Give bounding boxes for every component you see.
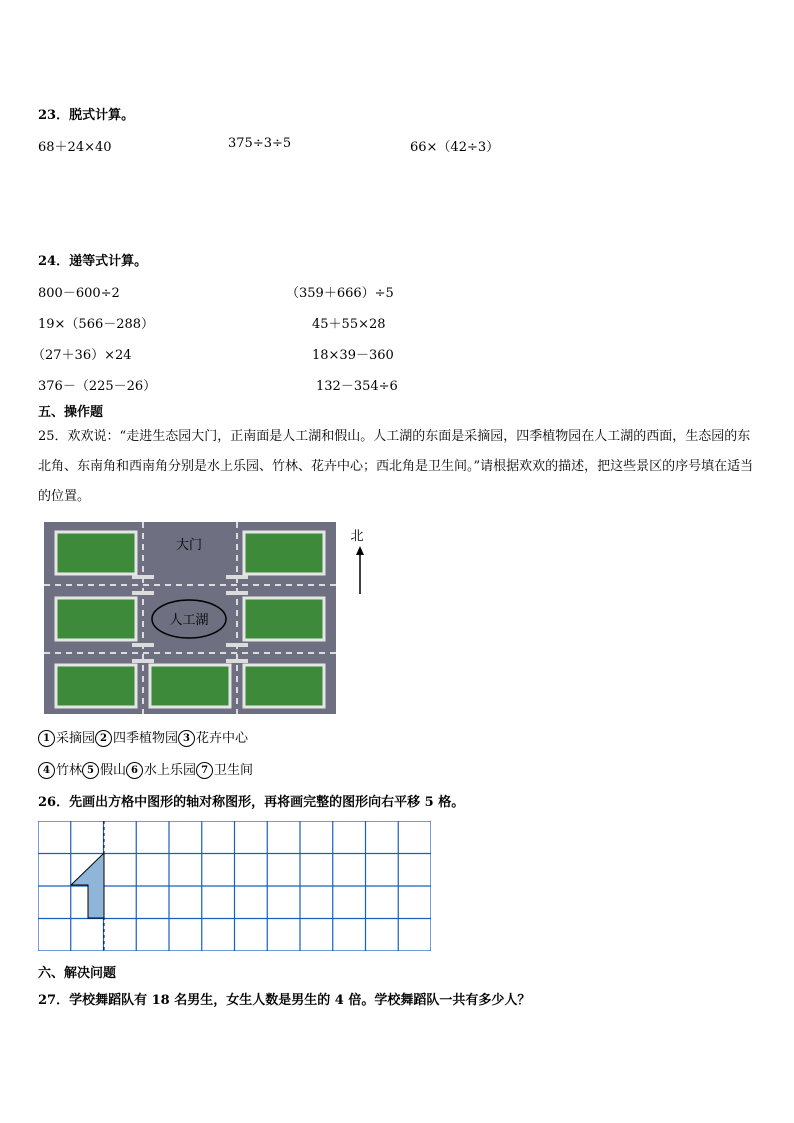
- q24-expr-4b: 132－354÷6: [316, 379, 398, 394]
- q25-text: 25．欢欢说：“走进生态园大门，正南面是人工湖和假山。人工湖的东面是采摘园，四季植物园在人工湖的西面，生态园的东北角、东南角和西南角分别是水上乐园、竹林、花卉中心；西北角是卫生间。”请根据欢欢的描述，把这些景区的序号填在适当的位置。: [38, 429, 754, 504]
- section-6-heading: 六、解决问题: [38, 966, 117, 981]
- q24-expr-3b: 18×39－360: [312, 348, 394, 363]
- q27-text: 27．学校舞蹈队有 18 名男生，女生人数是男生的 4 倍。学校舞蹈队一共有多少人？: [38, 993, 531, 1008]
- q23-item-1: 68＋24×40: [38, 140, 112, 155]
- q24-title: 24．递等式计算。: [38, 254, 148, 269]
- park-block: [244, 598, 324, 640]
- q23-item-3: 66×（42÷3）: [410, 140, 500, 155]
- legend-item-6: 6 水上乐园: [126, 763, 196, 778]
- section-5-heading: 五、操作题: [38, 405, 104, 420]
- park-block: [56, 665, 136, 707]
- legend-item-1: 1 采摘园: [38, 731, 95, 746]
- park-block: [150, 665, 230, 707]
- legend-item-7: 7 卫生间: [196, 763, 253, 778]
- park-block: [244, 532, 324, 574]
- q24-expr-2b: 45＋55×28: [312, 317, 386, 332]
- park-block: [56, 598, 136, 640]
- eco-park-map: [44, 522, 336, 714]
- map-lake-label: 人工湖: [169, 613, 209, 628]
- legend-item-2: 2 四季植物园: [95, 731, 178, 746]
- square-grid: [38, 821, 431, 951]
- north-label: 北: [350, 529, 364, 544]
- q24-expr-3a: （27＋36）×24: [32, 348, 132, 363]
- q26-text: 26．先画出方格中图形的轴对称图形，再将画完整的图形向右平移 5 格。: [38, 795, 465, 810]
- q24-expr-4a: 376－（225－26）: [38, 379, 157, 394]
- q24-expr-2a: 19×（566－288）: [38, 317, 155, 332]
- q23-title: 23．脱式计算。: [38, 108, 135, 123]
- q24-expr-1a: 800－600÷2: [38, 286, 120, 301]
- q23-item-2: 375÷3÷5: [228, 136, 292, 151]
- legend-row-2: [38, 759, 253, 779]
- map-gate-label: 大门: [175, 538, 203, 553]
- legend-row-1: [38, 727, 248, 747]
- legend-item-5: 5 假山: [82, 763, 126, 778]
- north-indicator: [346, 522, 376, 602]
- park-block: [244, 665, 324, 707]
- half-shape: [71, 853, 104, 918]
- legend-item-4: 4 竹林: [38, 763, 82, 778]
- q24-expr-1b: （359＋666）÷5: [286, 286, 394, 301]
- legend-item-3: 3 花卉中心: [178, 731, 248, 746]
- park-block: [56, 532, 136, 574]
